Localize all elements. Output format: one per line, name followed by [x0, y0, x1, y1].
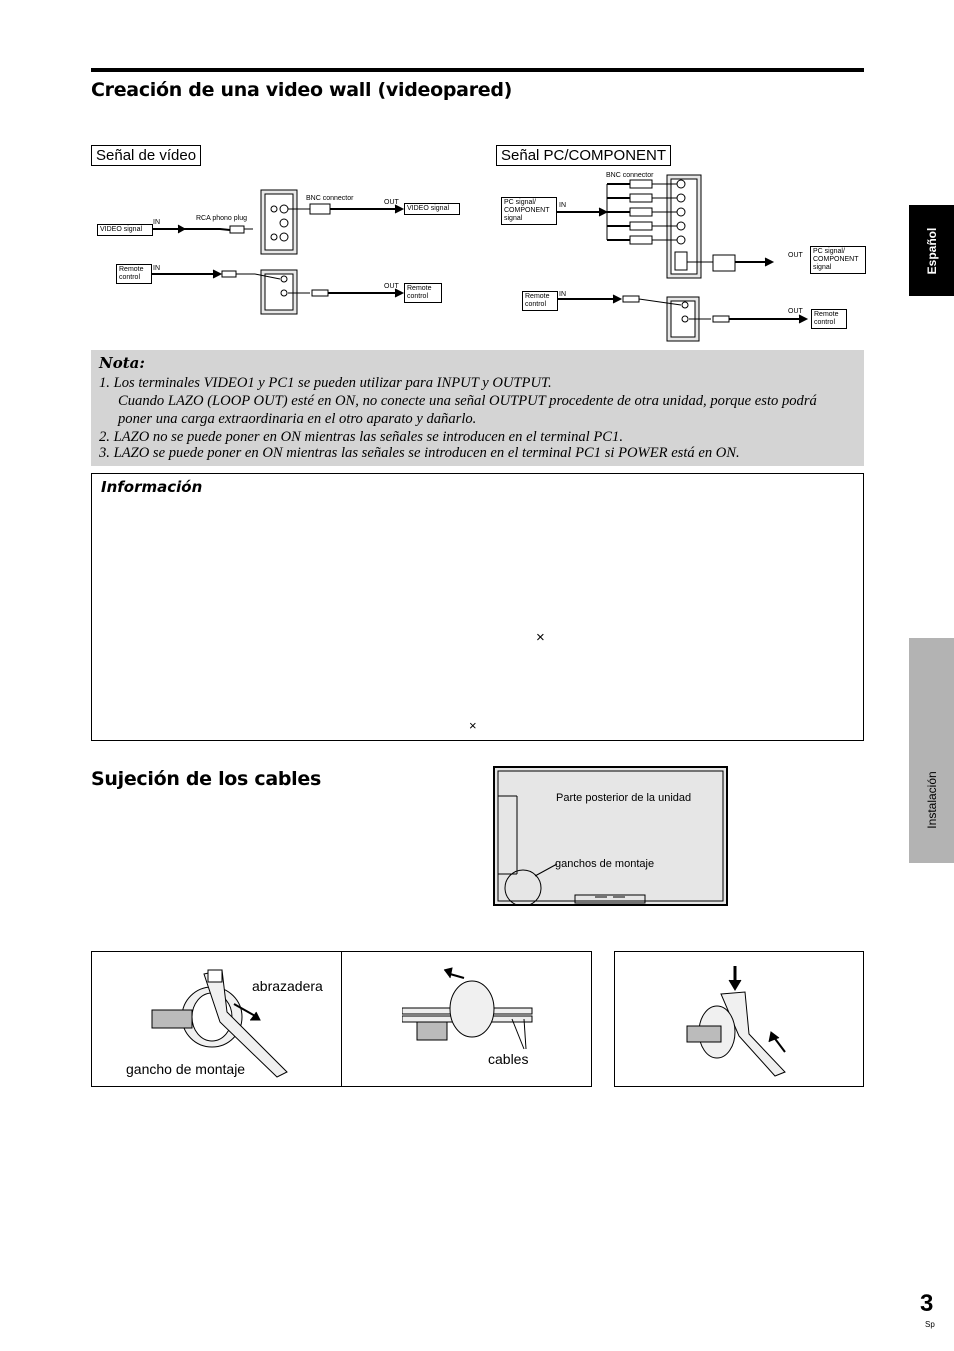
rear-unit-illustration: [493, 766, 728, 906]
video-out-label: OUT: [384, 199, 399, 206]
video-section-label: Señal de vídeo: [91, 145, 201, 166]
pc-out-label: OUT: [788, 252, 803, 259]
informacion-title: Información: [101, 478, 203, 496]
informacion-panel: [91, 473, 864, 741]
video-bnc-label: BNC connector: [306, 195, 354, 202]
page-number: 3: [920, 1290, 934, 1317]
tab-espanol[interactable]: [909, 205, 954, 296]
video-rca-label: RCA phono plug: [196, 215, 247, 222]
pc-bnc-label: BNC connector: [606, 172, 654, 179]
nota-title: Nota:: [99, 354, 145, 372]
multiply-sign-1: ×: [536, 629, 545, 646]
gancho-label: gancho de montaje: [126, 1061, 246, 1077]
pc-remote-in-box: Remote control: [522, 291, 558, 311]
video-remote-out-label: OUT: [384, 283, 399, 290]
cables-label: cables: [488, 1051, 529, 1067]
page-title: Creación de una video wall (videopared): [91, 79, 513, 101]
nota-line-1: 1. Los terminales VIDEO1 y PC1 se pueden utilizar para INPUT y OUTPUT.: [99, 375, 552, 391]
rear-unit-label: Parte posterior de la unidad: [556, 792, 692, 804]
pc-section-label: Señal PC/COMPONENT: [496, 145, 671, 166]
video-remote-out-box: Remote control: [404, 283, 442, 303]
clamp-step-3-panel: [614, 951, 864, 1087]
pc-remote-in-label: IN: [559, 291, 566, 298]
sujecion-title: Sujeción de los cables: [91, 768, 321, 790]
clamp-step-3-drawing: [685, 964, 815, 1079]
multiply-sign-2: ×: [469, 718, 477, 733]
hooks-label: ganchos de montaje: [555, 858, 655, 870]
tab-instalacion-label: Instalación: [924, 771, 939, 829]
page-lang: Sp: [925, 1320, 935, 1329]
rear-unit-drawing: [495, 768, 726, 904]
video-in-label: IN: [153, 219, 160, 226]
nota-panel: [91, 350, 864, 466]
nota-line-5: 3. LAZO se puede poner en ON mientras las señales se introducen en el terminal PC1 si POWER está en ON.: [99, 445, 740, 461]
abrazadera-label: abrazadera: [252, 978, 323, 994]
video-signal-in-box: VIDEO signal: [97, 224, 153, 236]
nota-line-3: poner una carga extraordinaria en el otro aparato y dañarlo.: [118, 411, 477, 427]
nota-line-2: Cuando LAZO (LOOP OUT) esté en ON, no conecte una señal OUTPUT procedente de otra unidad, porque esto podrá: [118, 393, 817, 409]
tab-instalacion[interactable]: [909, 638, 954, 863]
pc-signal-in-box: PC signal/ COMPONENT signal: [501, 197, 557, 225]
clamp-steps-panel: [91, 951, 592, 1087]
video-signal-out-box: VIDEO signal: [404, 203, 460, 215]
video-remote-in-box: Remote control: [116, 264, 152, 284]
nota-line-4: 2. LAZO no se puede poner en ON mientras las señales se introducen en el terminal PC1.: [99, 429, 623, 445]
pc-signal-out-box: PC signal/ COMPONENT signal: [810, 246, 866, 274]
video-remote-in-label: IN: [153, 265, 160, 272]
pc-remote-out-box: Remote control: [811, 309, 847, 329]
pc-remote-out-label: OUT: [788, 308, 803, 315]
tab-espanol-label: Español: [924, 227, 939, 274]
pc-in-label: IN: [559, 202, 566, 209]
top-rule: [91, 68, 864, 72]
